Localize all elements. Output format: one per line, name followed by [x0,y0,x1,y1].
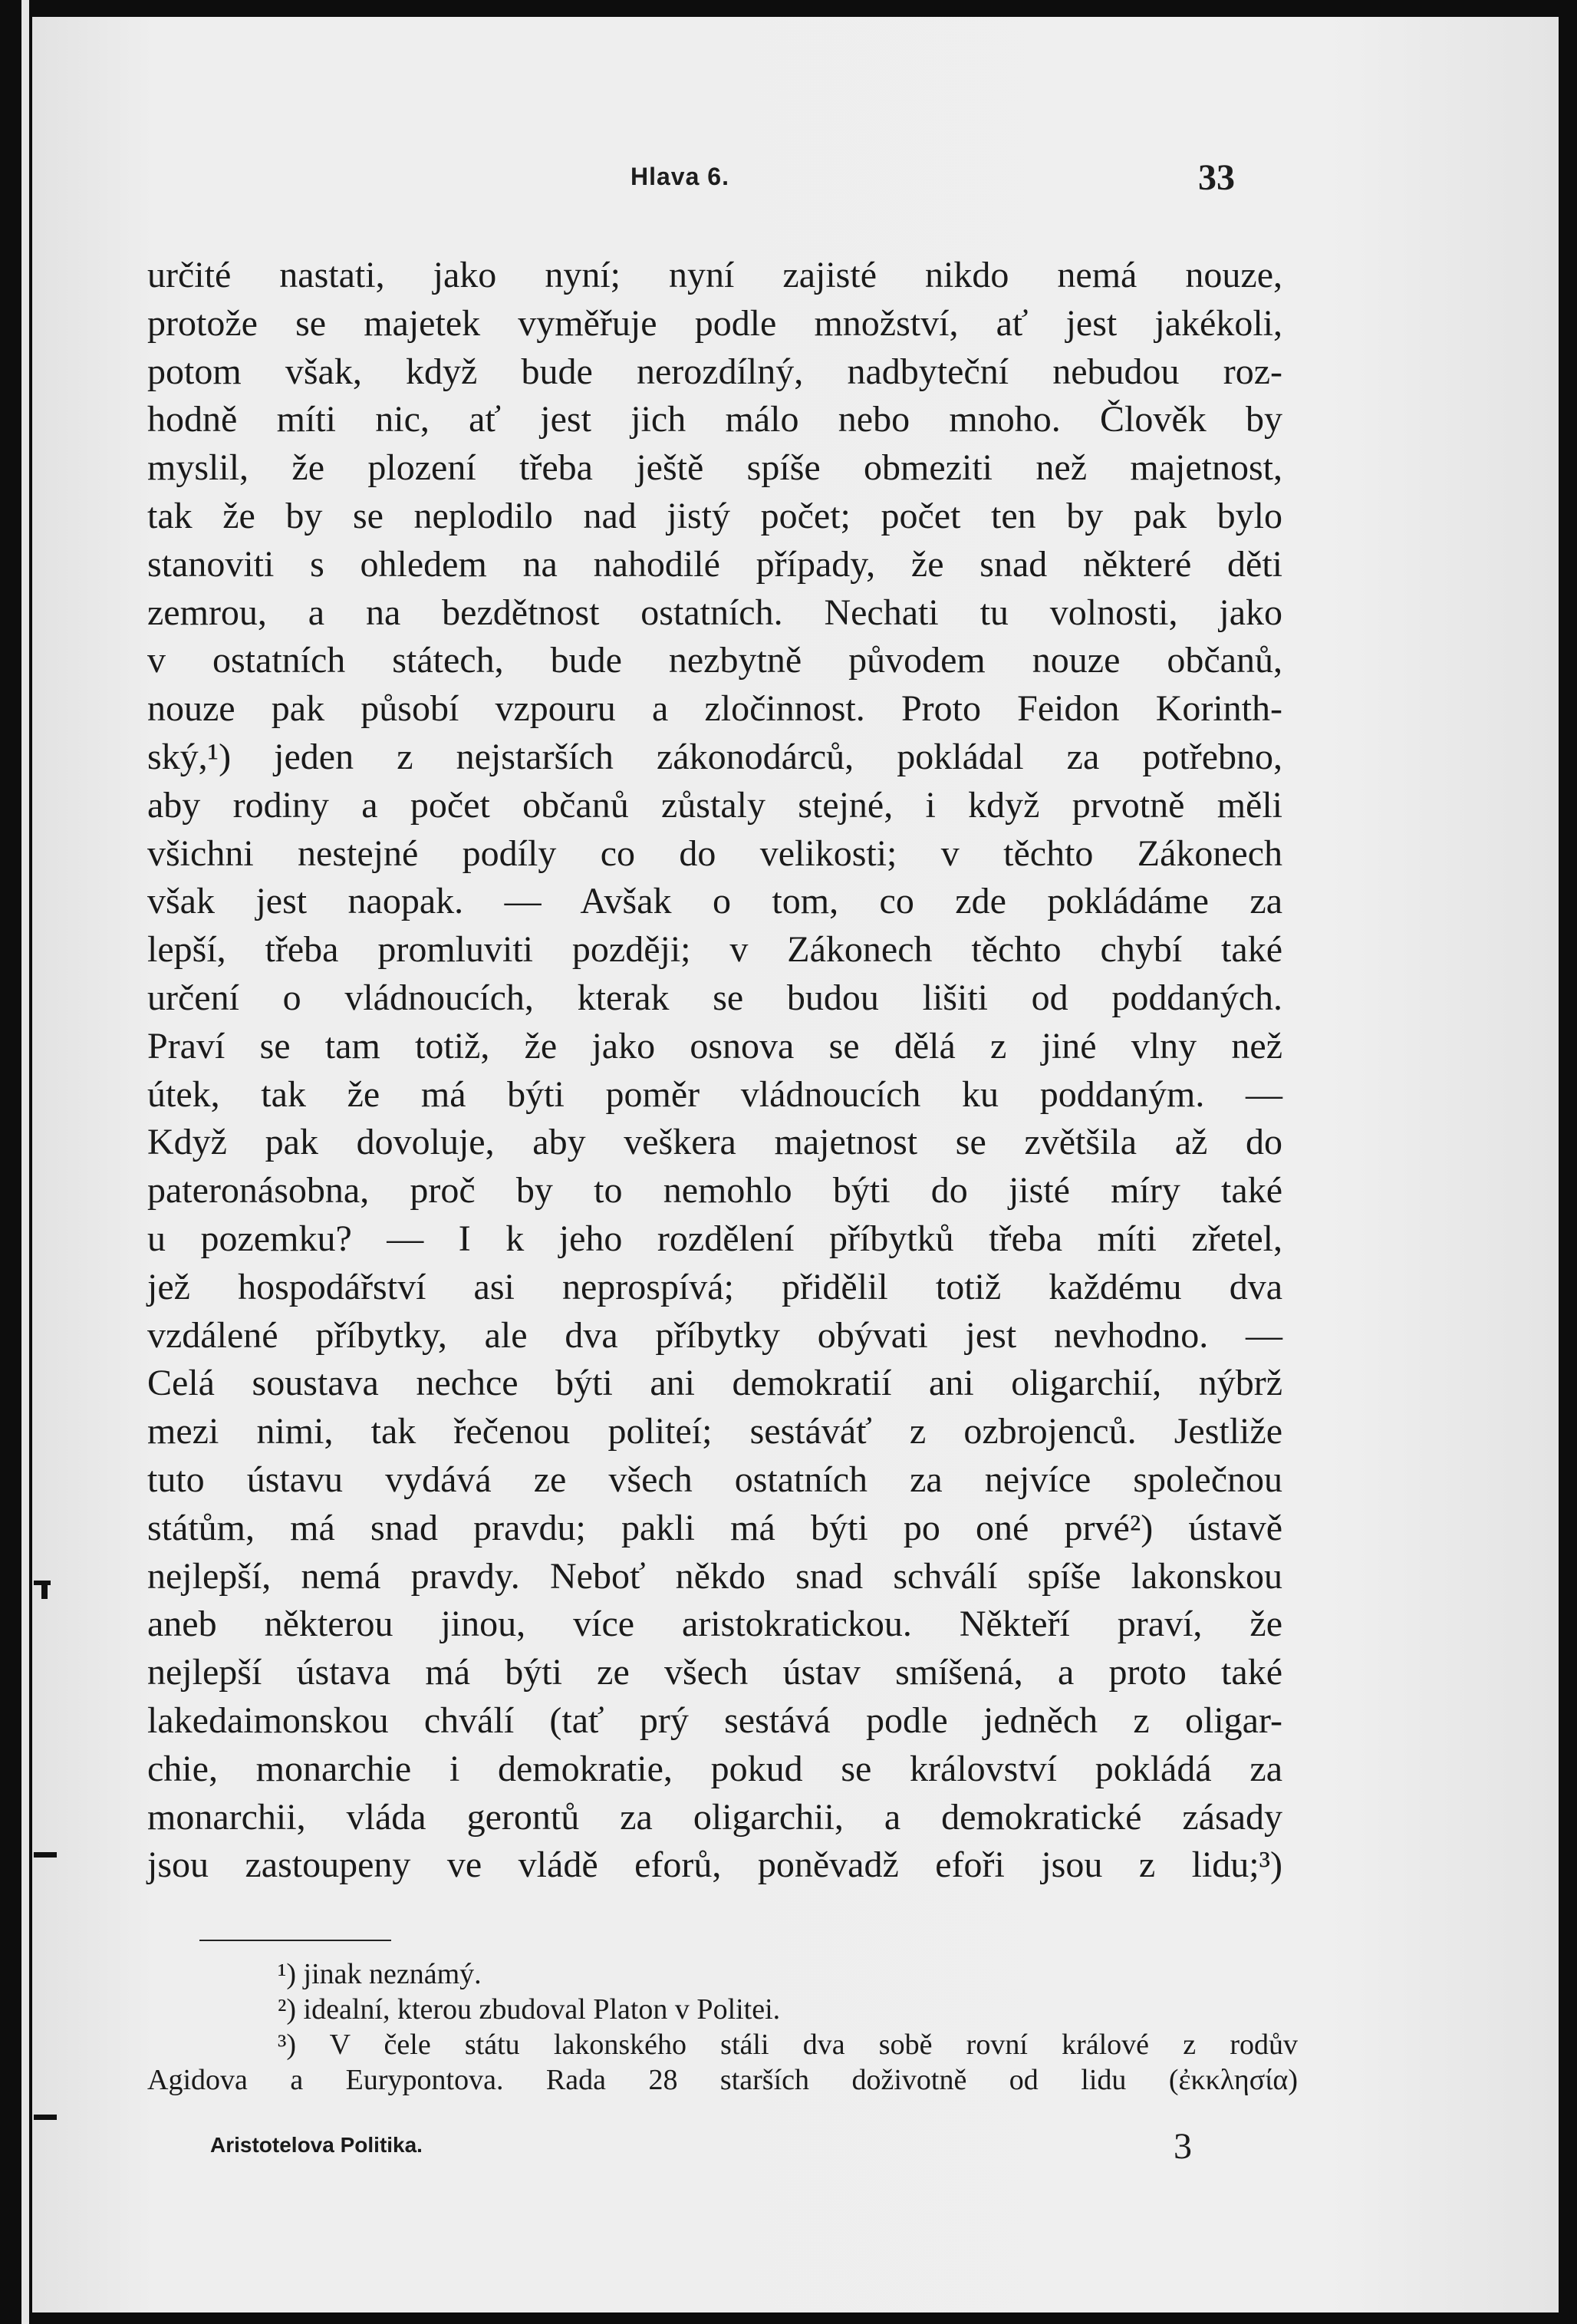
text-line: Praví se tam totiž, že jako osnova se dělá z jiné vlny než [147,1025,1282,1066]
text-line: protože se majetek vyměřuje podle množství, ať jest jakékoli, [147,302,1282,344]
text-line: u pozemku? — I k jeho rozdělení příbytků třeba míti zřetel, [147,1218,1282,1259]
text-line: vzdálené příbytky, ale dva příbytky obývati jest nevhodno. — [147,1314,1282,1356]
text-line: nejlepší ústava má býti ze všech ústav smíšená, a proto také [147,1652,1282,1693]
text-line: lepší, třeba promluviti později; v Zákonech těchto chybí také [147,929,1282,971]
footnotes [147,1956,1298,2098]
text-line: hodně míti nic, ať jest jich málo nebo mnoho. Člověk by [147,399,1282,440]
page-number: 33 [1198,157,1235,198]
scan-mark [34,1852,57,1858]
text-line: pateronásobna, proč by to nemohlo býti do jisté míry také [147,1170,1282,1211]
footnote-continuation: Agidova a Eurypontova. Rada 28 starších doživotně od lidu (ἐκκλησία) [147,2064,1298,2096]
text-line: určité nastati, jako nyní; nyní zajisté nikdo nemá nouze, [147,255,1282,295]
text-line: mezi nimi, tak řečenou politeí; sestáváť z ozbrojenců. Jestliže [147,1411,1282,1452]
text-line: Když pak dovoluje, aby veškera majetnost se zvětšila až do [147,1122,1282,1163]
scan-mark [41,1581,48,1599]
text-line: však jest naopak. — Avšak o tom, co zde pokládáme za [147,881,1282,922]
text-line: ský,¹) jeden z nejstarších zákonodárců, pokládal za potřebno, [147,736,1282,777]
text-line: všichni nestejné podíly co do velikosti; v těchto Zákonech [147,832,1282,874]
text-line: monarchii, vláda gerontů za oligarchii, a demokratické zásady [147,1796,1282,1838]
sheet-number: 3 [1174,2126,1192,2167]
footnote: ³) V čele státu lakonského stáli dva sobě rovní králové z rodův [278,2029,1298,2061]
book-page [32,17,1559,2312]
text-line: aby rodiny a počet občanů zůstaly stejné, i když prvotně měli [147,784,1282,826]
scan-border [21,0,29,2324]
text-line: útek, tak že má býti poměr vládnoucích ku poddaným. — [147,1073,1282,1115]
footnote: ²) idealní, kterou zbudoval Platon v Politei. [278,1993,781,2026]
chapter-title: Hlava 6. [630,163,729,190]
text-line: určení o vládnoucích, kterak se budou lišiti od poddaných. [147,977,1282,1018]
text-line: státům, má snad pravdu; pakli má býti po oné prvé²) ústavě [147,1507,1282,1548]
text-line: lakedaimonskou chválí (tať prý sestává podle jedněch z oligar- [147,1699,1282,1741]
scan-mark [34,2115,57,2120]
text-line: zemrou, a na bezdětnost ostatních. Nechati tu volnosti, jako [147,592,1282,633]
text-line: jsou zastoupeny ve vládě eforů, poněvadž efoři jsou z lidu;³) [147,1844,1282,1886]
text-line: potom však, když bude nerozdílný, nadbyteční nebudou roz- [147,351,1282,392]
text-line: aneb některou jinou, více aristokratickou. Někteří praví, že [147,1604,1282,1645]
text-line: tuto ústavu vydává ze všech ostatních za nejvíce společnou [147,1459,1282,1500]
text-line: stanoviti s ohledem na nahodilé případy, že snad některé děti [147,543,1282,585]
text-line: myslil, že plození třeba ještě spíše obmeziti než majetnost, [147,447,1282,489]
footnote-divider [199,1940,391,1941]
text-line: v ostatních státech, bude nezbytně původem nouze občanů, [147,640,1282,681]
text-line: tak že by se neplodilo nad jistý počet; počet ten by pak bylo [147,495,1282,536]
text-line: jež hospodářství asi neprospívá; přidělil totiž každému dva [147,1266,1282,1307]
signature-title: Aristotelova Politika. [210,2133,423,2157]
text-line: nejlepší, nemá pravdy. Neboť někdo snad schválí spíše lakonskou [147,1555,1282,1597]
footnote: ¹) jinak neznámý. [278,1958,482,1990]
text-line: nouze pak působí vzpouru a zločinnost. Proto Feidon Korinth- [147,688,1282,730]
body-text [147,252,1282,1890]
text-line: Celá soustava nechce býti ani demokratií ani oligarchií, nýbrž [147,1363,1282,1404]
text-line: chie, monarchie i demokratie, pokud se království pokládá za [147,1748,1282,1789]
